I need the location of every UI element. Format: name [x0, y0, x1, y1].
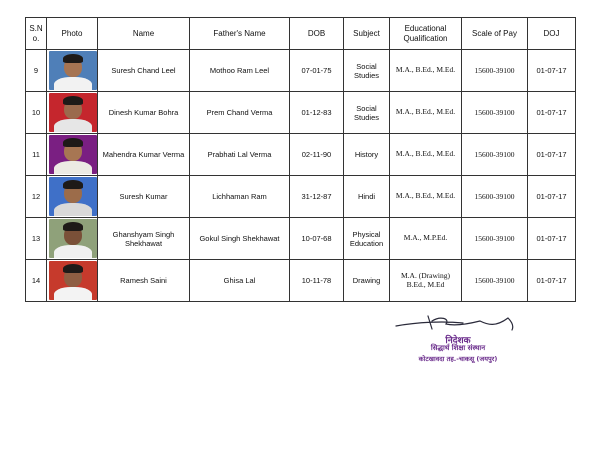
col-header-father: Father's Name	[190, 18, 290, 50]
stamp-institution: सिद्धार्थ शिक्षा संस्थान	[430, 344, 486, 352]
cell-photo	[47, 134, 98, 176]
cell-dob: 10-11-78	[290, 260, 344, 302]
portrait-photo	[49, 219, 97, 258]
table-row	[26, 260, 576, 302]
cell-dob: 31-12-87	[290, 176, 344, 218]
stamp-address: कोटखावदा तह.-चाकसू (जयपुर)	[418, 355, 498, 363]
cell-doj: 01-07-17	[528, 134, 576, 176]
cell-father: Ghisa Lal	[190, 260, 290, 302]
table-row	[26, 92, 576, 134]
cell-subject: Social Studies	[344, 92, 390, 134]
col-header-subject: Subject	[344, 18, 390, 50]
cell-photo	[47, 50, 98, 92]
cell-photo	[47, 218, 98, 260]
cell-sno: 10	[26, 92, 47, 134]
table-row	[26, 50, 576, 92]
cell-sno: 12	[26, 176, 47, 218]
cell-pay: 15600-39100	[462, 218, 528, 260]
cell-doj: 01-07-17	[528, 50, 576, 92]
cell-dob: 07-01-75	[290, 50, 344, 92]
col-header-pay: Scale of Pay	[462, 18, 528, 50]
stamp-title: निदेशक	[445, 336, 471, 346]
portrait-photo	[49, 261, 97, 300]
portrait-photo	[49, 135, 97, 174]
cell-qualification: M.A., B.Ed., M.Ed.	[390, 134, 462, 176]
cell-qualification: M.A., M.P.Ed.	[390, 218, 462, 260]
col-header-qualification: Educational Qualification	[390, 18, 462, 50]
cell-doj: 01-07-17	[528, 218, 576, 260]
signature-image	[388, 312, 528, 332]
cell-name: Ramesh Saini	[98, 260, 190, 302]
cell-photo	[47, 92, 98, 134]
cell-photo	[47, 260, 98, 302]
cell-dob: 01-12-83	[290, 92, 344, 134]
cell-doj: 01-07-17	[528, 92, 576, 134]
cell-father: Prem Chand Verma	[190, 92, 290, 134]
table-row	[26, 176, 576, 218]
cell-photo	[47, 176, 98, 218]
cell-father: Mothoo Ram Leel	[190, 50, 290, 92]
cell-dob: 02-11-90	[290, 134, 344, 176]
cell-doj: 01-07-17	[528, 260, 576, 302]
cell-father: Gokul Singh Shekhawat	[190, 218, 290, 260]
cell-name: Suresh Kumar	[98, 176, 190, 218]
header-row	[26, 18, 576, 50]
cell-qualification: M.A., B.Ed., M.Ed.	[390, 50, 462, 92]
staff-table	[25, 17, 576, 302]
col-header-doj: DOJ	[528, 18, 576, 50]
cell-sno: 9	[26, 50, 47, 92]
col-header-sno: S.N o.	[26, 18, 47, 50]
cell-pay: 15600-39100	[462, 50, 528, 92]
col-header-dob: DOB	[290, 18, 344, 50]
cell-subject: Social Studies	[344, 50, 390, 92]
cell-qualification: M.A. (Drawing) B.Ed., M.Ed	[390, 260, 462, 302]
cell-pay: 15600-39100	[462, 260, 528, 302]
cell-name: Ghanshyam Singh Shekhawat	[98, 218, 190, 260]
cell-father: Lichhaman Ram	[190, 176, 290, 218]
cell-pay: 15600-39100	[462, 92, 528, 134]
cell-sno: 13	[26, 218, 47, 260]
portrait-photo	[49, 93, 97, 132]
cell-qualification: M.A., B.Ed., M.Ed.	[390, 176, 462, 218]
cell-subject: Hindi	[344, 176, 390, 218]
portrait-photo	[49, 177, 97, 216]
portrait-photo	[49, 51, 97, 90]
cell-father: Prabhati Lal Verma	[190, 134, 290, 176]
cell-pay: 15600-39100	[462, 134, 528, 176]
cell-name: Suresh Chand Leel	[98, 50, 190, 92]
cell-subject: Drawing	[344, 260, 390, 302]
cell-qualification: M.A., B.Ed., M.Ed.	[390, 92, 462, 134]
director-stamp	[388, 312, 528, 364]
table-row	[26, 218, 576, 260]
table-row	[26, 134, 576, 176]
cell-subject: Physical Education	[344, 218, 390, 260]
cell-doj: 01-07-17	[528, 176, 576, 218]
cell-dob: 10-07-68	[290, 218, 344, 260]
cell-pay: 15600-39100	[462, 176, 528, 218]
cell-subject: History	[344, 134, 390, 176]
cell-name: Mahendra Kumar Verma	[98, 134, 190, 176]
col-header-name: Name	[98, 18, 190, 50]
col-header-photo: Photo	[47, 18, 98, 50]
cell-sno: 11	[26, 134, 47, 176]
cell-sno: 14	[26, 260, 47, 302]
cell-name: Dinesh Kumar Bohra	[98, 92, 190, 134]
